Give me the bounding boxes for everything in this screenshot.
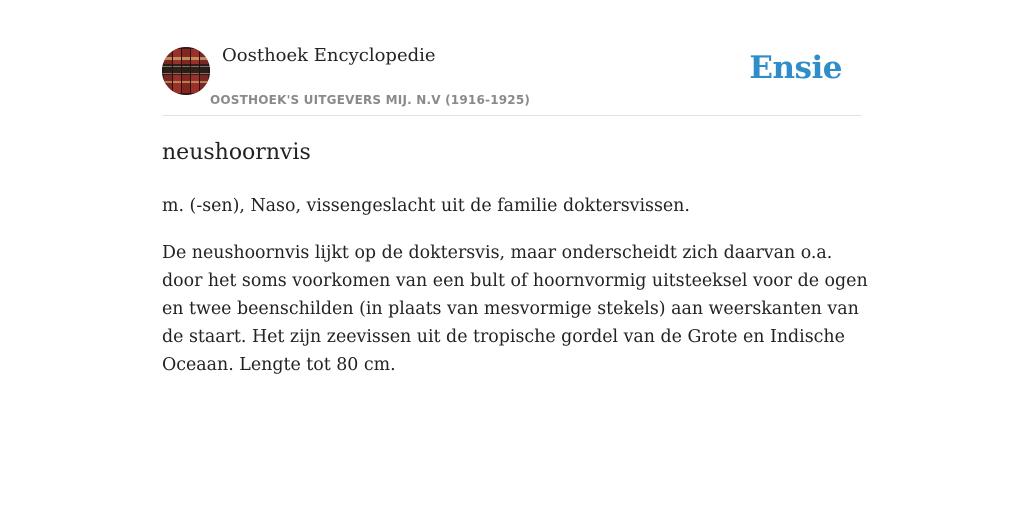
source-avatar-book-spines-icon[interactable] [162, 47, 210, 95]
entry-content [162, 192, 868, 398]
source-subtitle: OOSTHOEK'S UITGEVERS MIJ. N.V (1916-1925) [210, 93, 531, 107]
entry-paragraph-definition: m. (-sen), Naso, vissengeslacht uit de familie doktersvissen. [162, 196, 690, 216]
ensie-logo-link[interactable]: Ensie [749, 50, 842, 86]
entry-title: neushoornvis [162, 140, 311, 165]
entry-paragraph-description: De neushoornvis lijkt op de doktersvis, maar onderscheidt zich daarvan o.a. door het soms voorkomen van een bult of hoornvormig uitsteeksel voor de ogen en twee beenschilden (in plaats van mesvormige stekels) aan weerskanten van de staart. Het zijn zeevissen uit de tropische gordel van de Grote en Indische Oceaan. Lengte tot 80 cm. [162, 243, 868, 375]
source-header [162, 40, 862, 116]
source-title[interactable]: Oosthoek Encyclopedie [222, 45, 436, 66]
